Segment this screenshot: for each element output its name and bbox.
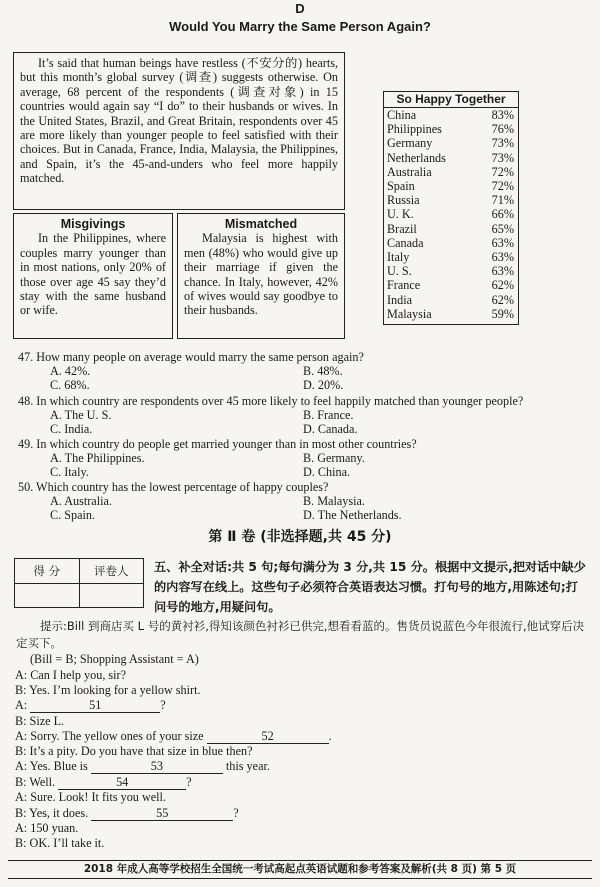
country-cell: China — [387, 108, 417, 122]
country-cell: Malaysia — [387, 306, 432, 321]
line-end: ? — [160, 698, 166, 712]
country-cell: Philippines — [387, 122, 442, 137]
country-cell: Italy — [387, 250, 410, 265]
option-b[interactable]: B. Germany. — [303, 451, 365, 466]
table-row — [384, 250, 518, 264]
option-d[interactable]: D. China. — [303, 465, 351, 480]
dialogue-line: A: 150 yuan. — [15, 821, 79, 835]
question-50 — [18, 480, 588, 522]
option-d[interactable]: D. The Netherlands. — [303, 508, 402, 523]
table-row — [384, 193, 518, 207]
percent-cell: 73% — [491, 150, 514, 165]
dialogue-line — [15, 806, 239, 821]
misgivings-text: In the Philippines, where couples marry younger than in most nations, only 20% of those over age 45 say they’d stay with the same husband or wife. — [20, 231, 166, 318]
blank-54[interactable]: 54 — [58, 775, 186, 790]
table-row — [384, 122, 518, 136]
speaker: A: — [15, 698, 28, 712]
part-two-title: 第 Ⅱ 卷 (非选择题,共 45 分) — [208, 529, 392, 545]
table-row — [384, 151, 518, 165]
mismatched-box — [177, 213, 345, 339]
grader-cell[interactable] — [80, 584, 144, 608]
dialogue-line — [15, 759, 270, 774]
country-cell: Australia — [387, 164, 432, 179]
table-row — [384, 165, 518, 179]
percent-cell: 66% — [491, 207, 514, 222]
percent-cell: 62% — [491, 278, 514, 293]
score-cell[interactable] — [15, 584, 80, 608]
mismatched-title: Mismatched — [224, 217, 298, 231]
table-row — [384, 307, 518, 321]
percent-cell: 59% — [491, 306, 514, 321]
dialogue-line — [15, 698, 166, 713]
line-start: A: Sorry. The yellow ones of your size — [15, 729, 204, 743]
country-cell: India — [387, 292, 413, 307]
dialogue-line — [15, 729, 332, 744]
country-cell: Brazil — [387, 221, 417, 236]
country-cell: U. S. — [387, 264, 412, 279]
option-a[interactable]: A. Australia. — [50, 494, 112, 509]
score-header: 得 分 — [15, 559, 80, 583]
mismatched-text: Malaysia is highest with men (48%) who would give up their marriage if given the chance. In Italy, however, 42% of wives would say goodbye to their husbands. — [184, 231, 338, 318]
table-row — [384, 278, 518, 292]
line-start: B: Well. — [15, 775, 56, 789]
table-row — [384, 179, 518, 193]
percent-cell: 73% — [491, 136, 514, 151]
dialogue-line: B: OK. I’ll take it. — [15, 836, 105, 850]
table-title: So Happy Together — [384, 92, 518, 108]
section-instructions: 五、补全对话:共 5 句;每句满分为 3 分,共 15 分。根据中文提示,把对话中缺少的内容写在线上。这些句子必须符合英语表达习惯。打句号的地方,用陈述句;打问号的地方,用疑问句。 — [154, 560, 586, 614]
intro-box — [13, 52, 345, 210]
percent-cell: 72% — [491, 179, 514, 194]
country-cell: Spain — [387, 179, 415, 194]
table-row — [384, 207, 518, 221]
table-row — [384, 108, 518, 122]
line-end: . — [328, 729, 332, 743]
option-d[interactable]: D. 20%. — [303, 378, 344, 393]
intro-text: It’s said that human beings have restless (不安分的) hearts, but this month’s global survey (调查) suggests otherwise. On average, 68 percent of the respondents (调查对象) in 15 countries would again say “I do” to their husbands or wives. In the United States, Brazil, and Great Britain, respondents over 45 are more likely than younger people to feel satisfied with their choices. But in Canada, France, India, Malaysia, the Philippines, and Spain, it’s the 45-and-unders who feel more happily matched. — [20, 56, 338, 186]
dialogue-line: B: Size L. — [15, 714, 65, 728]
table-row — [384, 264, 518, 278]
blank-55[interactable]: 55 — [91, 806, 233, 821]
percent-cell: 72% — [491, 164, 514, 179]
question-text: 47. How many people on average would marry the same person again? — [18, 350, 364, 364]
percent-cell: 76% — [491, 122, 514, 137]
option-a[interactable]: A. The U. S. — [50, 408, 112, 423]
percent-cell: 71% — [491, 193, 514, 208]
country-cell: Russia — [387, 193, 420, 208]
section-letter: D — [295, 1, 305, 16]
option-c[interactable]: C. Spain. — [50, 508, 96, 523]
line-end: ? — [186, 775, 192, 789]
happy-together-table — [383, 91, 519, 325]
country-cell: France — [387, 278, 421, 293]
page-footer: 2018 年成人高等学校招生全国统一考试高起点英语试题和参考答案及解析(共 8 页) 第 5 页 — [8, 860, 592, 879]
question-text: 50. Which country has the lowest percentage of happy couples? — [18, 480, 329, 494]
line-end: ? — [233, 806, 239, 820]
dialogue-line: A: Sure. Look! It fits you well. — [15, 790, 166, 804]
option-a[interactable]: A. 42%. — [50, 364, 91, 379]
dialogue-roles: (Bill = B; Shopping Assistant = A) — [30, 652, 199, 666]
misgivings-box — [13, 213, 173, 339]
grader-header: 评卷人 — [94, 564, 129, 578]
option-c[interactable]: C. Italy. — [50, 465, 89, 480]
option-b[interactable]: B. 48%. — [303, 364, 343, 379]
option-a[interactable]: A. The Philippines. — [50, 451, 145, 466]
passage-title: Would You Marry the Same Person Again? — [169, 19, 431, 34]
percent-cell: 63% — [491, 250, 514, 265]
question-47 — [18, 350, 588, 392]
score-table — [14, 558, 144, 608]
option-c[interactable]: C. India. — [50, 422, 93, 437]
line-start: A: Yes. Blue is — [15, 759, 88, 773]
option-b[interactable]: B. France. — [303, 408, 354, 423]
percent-cell: 63% — [491, 264, 514, 279]
table-row — [384, 236, 518, 250]
country-cell: Germany — [387, 136, 433, 151]
blank-51[interactable]: 51 — [30, 698, 160, 713]
question-text: 48. In which country are respondents over 45 more likely to feel happily matched than younger people? — [18, 394, 524, 408]
country-cell: Netherlands — [387, 150, 446, 165]
blank-53[interactable]: 53 — [91, 759, 223, 774]
percent-cell: 63% — [491, 235, 514, 250]
dialogue-line: B: It’s a pity. Do you have that size in blue then? — [15, 744, 253, 758]
dialogue-line: B: Yes. I’m looking for a yellow shirt. — [15, 683, 201, 697]
option-b[interactable]: B. Malaysia. — [303, 494, 365, 509]
question-49 — [18, 437, 588, 479]
table-rows — [384, 108, 518, 321]
percent-cell: 65% — [491, 221, 514, 236]
country-cell: Canada — [387, 235, 424, 250]
dialogue-line — [15, 775, 192, 790]
line-end: this year. — [225, 759, 270, 773]
percent-cell: 83% — [491, 108, 514, 122]
dialogue-hint: 提示:Bill 到商店买 L 号的黄衬衫,得知该颜色衬衫已供完,想看看蓝的。售货员说蓝色今年很流行,他试穿后决定买下。 — [16, 619, 585, 650]
table-row — [384, 293, 518, 307]
table-row — [384, 136, 518, 150]
dialogue-line: A: Can I help you, sir? — [15, 668, 127, 682]
table-row — [384, 222, 518, 236]
option-d[interactable]: D. Canada. — [303, 422, 358, 437]
question-text: 49. In which country do people get married younger than in most other countries? — [18, 437, 417, 451]
option-c[interactable]: C. 68%. — [50, 378, 90, 393]
country-cell: U. K. — [387, 207, 414, 222]
misgivings-title: Misgivings — [60, 217, 126, 231]
line-start: B: Yes, it does. — [15, 806, 89, 820]
percent-cell: 62% — [491, 292, 514, 307]
blank-52[interactable]: 52 — [207, 729, 329, 744]
question-48 — [18, 394, 588, 436]
